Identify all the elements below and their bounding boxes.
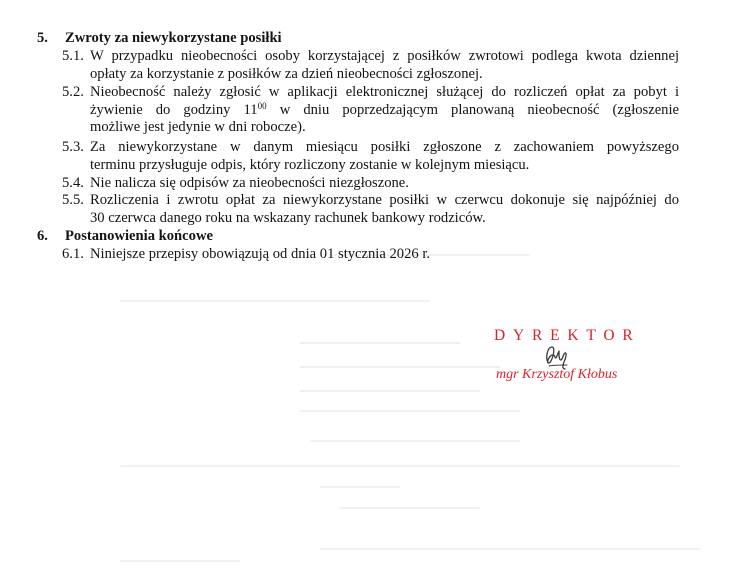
item-text: opłaty za korzystanie z posiłków za dzień nieobecności zgłoszonej. (90, 65, 483, 82)
item-text: Za niewykorzystane w danym miesiącu posiłki zgłoszone z zachowaniem powyższego (90, 139, 679, 155)
list-item-5-1 (62, 48, 679, 83)
section-title: Postanowienia końcowe (65, 228, 213, 244)
item-text: 30 czerwca danego roku na wskazany rachunek bankowy rodziców. (90, 209, 486, 226)
deadline-hour: 11 (243, 101, 258, 118)
list-item-5-5 (62, 192, 679, 227)
section-number: 5. (37, 30, 48, 46)
item-text: Nieobecność należy zgłosić w aplikacji elektronicznej służącej do rozliczeń opłat za pobyt i (90, 84, 679, 100)
stamp-title: DYREKTOR (494, 327, 641, 344)
list-item-6-1 (62, 246, 679, 264)
item-text: terminu przysługuje odpis, który rozliczony zostanie w kolejnym miesiącu. (90, 156, 530, 173)
item-text: Rozliczenia i zwrotu opłat za niewykorzystane posiłki w czerwcu dokonuje się najpóźniej do (90, 192, 679, 208)
deadline-minutes: 00 (257, 100, 267, 111)
list-item-5-2 (62, 84, 679, 137)
item-text: w dniu poprzedzającym planowaną nieobecność (zgłoszenie (279, 101, 680, 118)
item-text: Niniejsze przepisy obowiązują od dnia 01 stycznia 2026 r. (90, 246, 431, 262)
section-heading (37, 30, 282, 48)
item-number: 5.2. (62, 84, 84, 100)
section-heading (37, 228, 213, 246)
item-number: 5.5. (62, 192, 84, 208)
item-text: żywienie do godziny (90, 101, 244, 118)
item-number: 5.3. (62, 139, 84, 155)
list-item-5-3 (62, 139, 679, 174)
item-text: możliwe jest jedynie w dni robocze). (90, 119, 306, 136)
list-item-5-4 (62, 175, 679, 193)
section-number: 6. (37, 228, 48, 244)
item-number: 5.1. (62, 48, 84, 64)
stamp-name: mgr Krzysztof Kłobus (496, 367, 618, 382)
item-number: 5.4. (62, 175, 84, 191)
item-number: 6.1. (62, 246, 84, 262)
item-text: Nie nalicza się odpisów za nieobecności niezgłoszone. (90, 175, 409, 191)
section-title: Zwroty za niewykorzystane posiłki (65, 30, 282, 46)
item-text: W przypadku nieobecności osoby korzystającej z posiłków zwrotowi podlega kwota dziennej (90, 48, 679, 64)
